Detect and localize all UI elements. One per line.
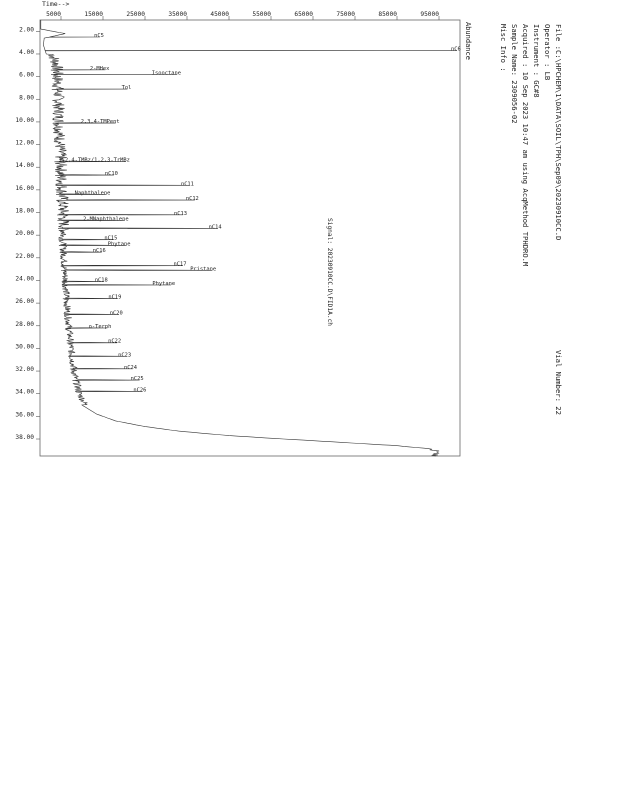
peak-label: nC11 bbox=[180, 181, 194, 188]
x-tick-label: 6.00 bbox=[19, 71, 34, 79]
x-tick-label: 8.00 bbox=[19, 94, 34, 102]
x-tick-label: 20.00 bbox=[15, 230, 34, 238]
x-tick-label: 18.00 bbox=[15, 207, 34, 215]
x-tick-label: 38.00 bbox=[15, 434, 34, 442]
header-line-misc-info: Misc Info : bbox=[499, 24, 508, 72]
y-tick-label: 45000 bbox=[210, 11, 229, 18]
peak-label: nC23 bbox=[118, 352, 132, 359]
plot-frame bbox=[40, 20, 460, 456]
x-tick-label: 26.00 bbox=[15, 298, 34, 306]
y-tick-label: 5000 bbox=[46, 11, 61, 18]
peak-label: nC12 bbox=[185, 196, 199, 203]
peak-label: Pristane bbox=[190, 266, 217, 273]
peak-label: Phytane bbox=[152, 280, 176, 287]
x-tick-label: 14.00 bbox=[15, 162, 34, 170]
y-tick-label: 35000 bbox=[168, 11, 187, 18]
peak-label: Isooctane bbox=[151, 70, 182, 77]
signal-label: Signal: 20230910CC.D\FID1A.ch bbox=[326, 218, 333, 327]
peak-label: 2,3,4-TMPent bbox=[80, 119, 120, 126]
peak-label: nC20 bbox=[109, 310, 123, 317]
x-tick-label: 32.00 bbox=[15, 366, 34, 374]
y-tick-label: 75000 bbox=[336, 11, 355, 18]
x-tick-label: 12.00 bbox=[15, 139, 34, 147]
rotated-report bbox=[15, 0, 563, 456]
y-axis-ticks bbox=[46, 11, 439, 20]
peak-label: Phytane bbox=[107, 241, 131, 248]
y-tick-label: 55000 bbox=[252, 11, 271, 18]
peak-label: nC6 bbox=[451, 46, 461, 53]
peak-label: nC24 bbox=[123, 364, 137, 371]
peak-label: nC18 bbox=[94, 277, 108, 284]
peak-label: nC13 bbox=[173, 210, 187, 217]
report-header bbox=[499, 24, 563, 415]
y-axis-title: Abundance bbox=[464, 22, 472, 60]
x-tick-label: 22.00 bbox=[15, 252, 34, 260]
y-tick-label: 95000 bbox=[420, 11, 439, 18]
peak-label: nC14 bbox=[208, 224, 222, 231]
peak-label: Tol bbox=[121, 85, 132, 92]
x-axis-ticks bbox=[15, 26, 40, 441]
x-tick-label: 28.00 bbox=[15, 320, 34, 328]
header-line-vial: Vial Number: 22 bbox=[554, 350, 563, 415]
header-line-instrument: Instrument : GC#8 bbox=[532, 24, 541, 98]
header-line-sample-name: Sample Name: 2309056-02 bbox=[510, 24, 519, 124]
chromatogram-line bbox=[41, 20, 457, 456]
y-tick-label: 85000 bbox=[378, 11, 397, 18]
x-tick-label: 24.00 bbox=[15, 275, 34, 283]
peak-label: nC15 bbox=[104, 235, 118, 242]
header-line-file: File :C:\HPCHEM\1\DATA\SOIL\TPH\Sep09\20230910CC.D bbox=[554, 24, 563, 241]
peak-labels bbox=[58, 33, 460, 393]
peak-label: nC22 bbox=[108, 338, 122, 345]
x-tick-label: 16.00 bbox=[15, 184, 34, 192]
x-tick-label: 30.00 bbox=[15, 343, 34, 351]
peak-label: Naphthalene bbox=[74, 190, 111, 197]
x-tick-label: 34.00 bbox=[15, 388, 34, 396]
x-tick-label: 10.00 bbox=[15, 116, 34, 124]
peak-label: nC10 bbox=[104, 171, 118, 178]
y-tick-label: 15000 bbox=[84, 11, 103, 18]
peak-label: nC19 bbox=[108, 294, 122, 301]
x-axis-title: Time--> bbox=[42, 0, 70, 8]
peak-label: nC5 bbox=[94, 32, 104, 39]
peak-label: nC17 bbox=[173, 261, 187, 268]
peak-label: 2-MNaphthalene bbox=[83, 216, 129, 223]
y-tick-label: 65000 bbox=[294, 11, 313, 18]
peak-label: 1,2,4-TMBz/1,2,3-TrMBz bbox=[58, 157, 130, 164]
peak-label: nC25 bbox=[130, 376, 144, 383]
peak-label: 2-MHex bbox=[89, 65, 110, 72]
chromatogram-trace bbox=[41, 20, 457, 456]
peak-label: nC26 bbox=[133, 387, 147, 394]
x-tick-label: 2.00 bbox=[19, 26, 34, 34]
peak-label: nC16 bbox=[92, 248, 106, 255]
peak-label: o-Terph bbox=[88, 324, 112, 331]
header-line-operator: Operator : LB bbox=[543, 24, 552, 81]
y-tick-label: 25000 bbox=[126, 11, 145, 18]
x-tick-label: 36.00 bbox=[15, 411, 34, 419]
x-tick-label: 4.00 bbox=[19, 48, 34, 56]
header-line-acquired: Acquired : 10 Sep 2023 10:47 am using AcqMethod TPHDRO.M bbox=[521, 24, 530, 267]
